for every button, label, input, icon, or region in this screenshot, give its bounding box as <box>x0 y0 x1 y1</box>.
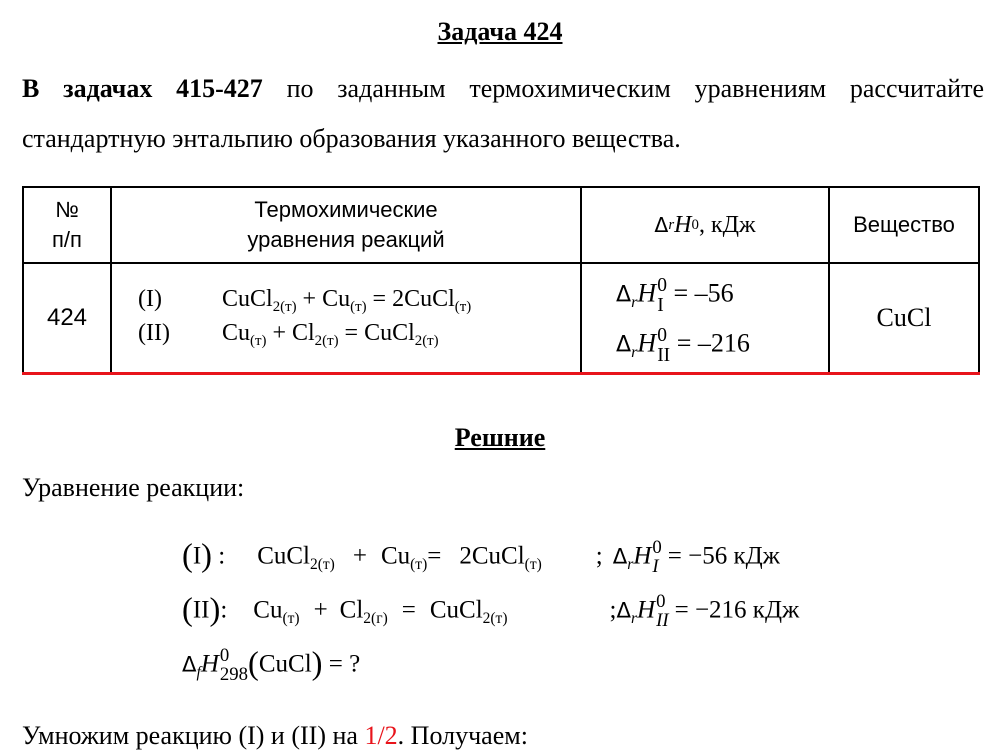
reaction-2-equals: = <box>338 320 365 346</box>
equation-2-reactant-b-state: 2(г) <box>363 609 388 627</box>
header-enthalpy <box>582 188 828 262</box>
reaction-2-product-state: 2(т) <box>414 333 439 350</box>
header-number-symbol: № <box>55 197 79 222</box>
problem-title: Задача 424 <box>437 17 563 46</box>
reaction-2-plus: + <box>266 320 292 346</box>
equation-2-product-state: 2(т) <box>482 609 508 627</box>
equation-3-indices <box>219 644 249 685</box>
reaction-2-product: CuCl <box>364 320 415 346</box>
next-step-text <box>22 718 528 754</box>
equation-3-substance: CuCl <box>258 650 312 678</box>
problem-statement <box>22 64 984 164</box>
equation-line-2 <box>182 592 799 630</box>
equation-3-H: H <box>200 650 219 678</box>
equation-2-H: H <box>637 596 656 624</box>
equation-2-equals: = <box>401 596 416 624</box>
enthalpy-1-index: I <box>657 294 664 316</box>
solution-title: Решние <box>454 423 546 452</box>
enthalpy-1-value: = –56 <box>666 278 734 308</box>
equation-1-index: I <box>652 555 659 577</box>
equation-2-label: II <box>192 596 210 624</box>
equation-heading: Уравнение реакции: <box>22 473 245 502</box>
header-enthalpy-unit: , кДж <box>698 212 756 238</box>
equation-1-r: r <box>627 555 634 573</box>
equation-2-plus: + <box>313 596 328 624</box>
equation-1-equals: = <box>427 542 442 570</box>
equation-2-indices <box>656 590 669 631</box>
equation-1-plus: + <box>352 542 367 570</box>
equation-3-f: f <box>196 663 201 681</box>
equation-1-reactant-b: Cu <box>380 542 411 570</box>
reaction-2-reactant-a-state: (т) <box>250 333 267 350</box>
enthalpy-1-sup: 0 <box>657 275 667 296</box>
paren-open: ( <box>182 592 193 628</box>
enthalpy-1 <box>616 276 734 315</box>
delta-symbol: Δ <box>654 213 669 237</box>
enthalpy-1-sub: r <box>631 294 638 312</box>
enthalpy-2-indices <box>657 326 670 365</box>
delta-symbol: Δ <box>182 652 197 678</box>
enthalpy-2-sup: 0 <box>657 325 667 346</box>
enthalpy-2-value: = –216 <box>670 328 750 358</box>
enthalpy-2-index: II <box>657 344 671 366</box>
equation-1-colon: : <box>211 542 226 570</box>
header-equations <box>112 188 580 262</box>
delta-symbol: Δ <box>616 331 632 358</box>
delta-symbol: Δ <box>616 598 631 624</box>
equation-2-reactant-b: Cl <box>339 596 364 624</box>
equation-1-product-state: (т) <box>524 555 542 573</box>
header-equations-line2: уравнения реакций <box>247 227 445 252</box>
problem-range: В задачах 415-427 <box>22 74 263 103</box>
paren-open: ( <box>248 646 259 682</box>
header-number-label: п/п <box>52 227 82 252</box>
equation-2-colon: : <box>220 596 228 624</box>
header-equations-line1: Термохимические <box>254 197 438 222</box>
equation-1-reactant-a: CuCl <box>257 542 310 570</box>
reaction-2-reactant-b: Cl <box>291 320 315 346</box>
next-step-after: . Получаем: <box>397 721 528 750</box>
paren-close: ) <box>209 592 221 628</box>
paren-close: ) <box>311 646 323 682</box>
reaction-1-plus: + <box>296 286 323 312</box>
reaction-2-reactant-a: Cu <box>222 320 251 346</box>
equation-line-1 <box>182 538 780 576</box>
reaction-2 <box>112 320 439 350</box>
enthalpy-2 <box>616 326 750 365</box>
paren-close: ) <box>201 538 212 574</box>
reaction-1-reactant-a-state: 2(т) <box>272 299 297 316</box>
next-step-factor: 1/2 <box>364 721 398 750</box>
equation-1-reactant-a-state: 2(т) <box>309 555 335 573</box>
paren-open: ( <box>182 538 193 574</box>
reaction-1-reactant-b-state: (т) <box>350 299 367 316</box>
header-enthalpy-sup: 0 <box>691 217 699 233</box>
reaction-1-reactant-a: CuCl <box>222 286 273 312</box>
next-step-before: Умножим реакцию (I) и (II) на <box>22 721 365 750</box>
equation-1-indices <box>652 536 662 577</box>
equation-3-value: = ? <box>322 650 361 678</box>
reaction-1-label: (I) <box>138 286 162 312</box>
enthalpy-2-sub: r <box>631 344 638 362</box>
header-enthalpy-sub: r <box>668 217 675 233</box>
equation-2-product: CuCl <box>429 596 483 624</box>
equation-2-reactant-a: Cu <box>253 596 283 624</box>
reaction-1-product-state: (т) <box>454 299 472 316</box>
equation-1-value: = −56 кДж <box>667 542 780 570</box>
equation-1-semicolon: ; <box>595 542 603 570</box>
reaction-2-reactant-b-state: 2(т) <box>314 333 339 350</box>
row-substance: CuCl <box>876 303 932 332</box>
equation-1-H: H <box>633 542 652 570</box>
equation-2-r: r <box>631 609 638 627</box>
enthalpy-2-H: H <box>637 328 657 358</box>
problem-text: по заданным термохимическим уравнениям рассчитайте стандартную энтальпию образования указанного вещества. <box>22 74 984 153</box>
equation-3-sub: 298 <box>219 663 249 685</box>
equation-3-sup: 0 <box>219 644 230 666</box>
red-underline <box>22 372 980 375</box>
equation-1-sup: 0 <box>652 536 662 558</box>
equation-1-label: I <box>192 542 202 570</box>
reaction-1-product: 2CuCl <box>392 286 455 312</box>
reaction-1-equals: = <box>366 286 393 312</box>
row-number: 424 <box>46 304 88 331</box>
equation-2-value: = −216 кДж <box>674 596 800 624</box>
header-substance: Вещество <box>853 212 955 237</box>
equation-2-index: II <box>656 609 669 631</box>
equation-line-3 <box>182 646 360 684</box>
reaction-2-label: (II) <box>138 320 170 346</box>
equation-2-semicolon: ; <box>609 596 617 624</box>
equation-2-reactant-a-state: (т) <box>282 609 300 627</box>
delta-symbol: Δ <box>616 281 632 308</box>
equation-1-product: 2CuCl <box>459 542 525 570</box>
enthalpy-1-indices <box>657 276 667 315</box>
reaction-1-reactant-b: Cu <box>322 286 351 312</box>
header-enthalpy-H: H <box>674 212 692 238</box>
delta-symbol: Δ <box>612 544 628 570</box>
reaction-table <box>22 186 980 374</box>
reaction-1 <box>112 286 471 316</box>
equation-2-sup: 0 <box>656 590 666 612</box>
enthalpy-1-H: H <box>637 278 657 308</box>
header-number <box>24 188 110 262</box>
equation-1-reactant-b-state: (т) <box>410 555 428 573</box>
